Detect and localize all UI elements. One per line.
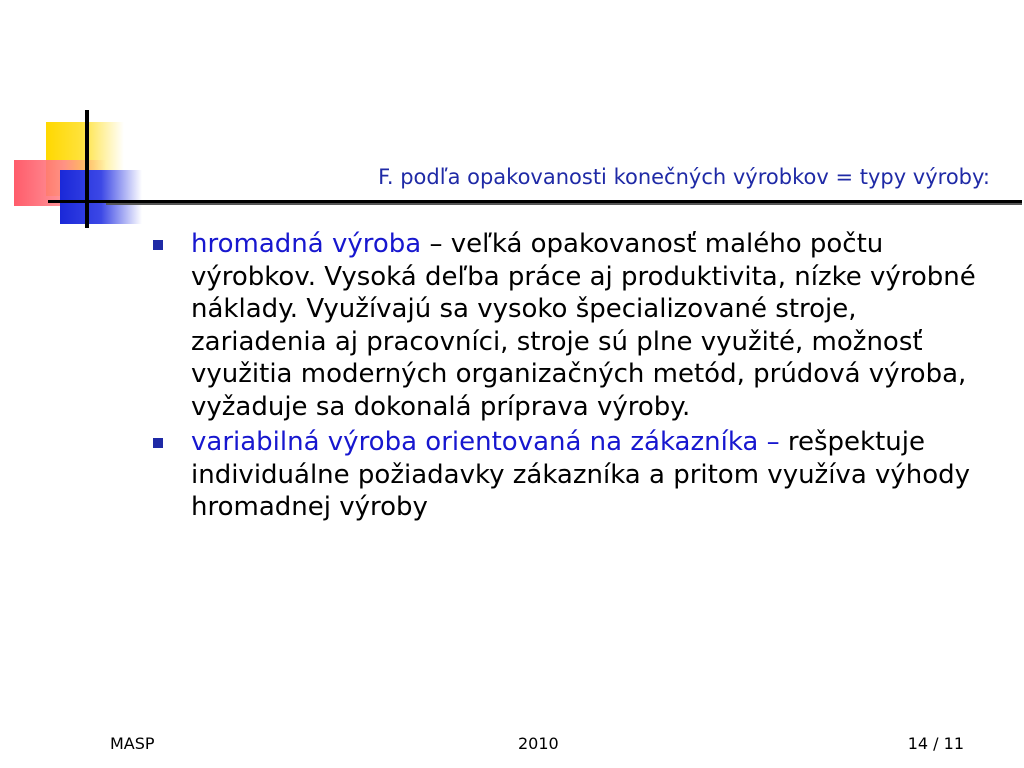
footer-year: 2010 xyxy=(518,734,559,753)
decorative-blue-square xyxy=(60,170,142,224)
footer-organization: MASP xyxy=(110,734,155,753)
bullet-description: rešpektuje individuálne požiadavky zákazníka a pritom využíva výhody hromadnej výroby xyxy=(191,427,971,522)
square-bullet-icon xyxy=(153,438,163,448)
square-bullet-icon xyxy=(153,240,163,250)
bullet-item-variable-production xyxy=(153,426,983,524)
slide-title: F. podľa opakovanosti konečných výrobkov = typy výroby: xyxy=(378,165,990,189)
bullet-list xyxy=(153,228,983,527)
bullet-description: – veľká opakovanosť malého počtu výrobkov. Vysoká deľba práce aj produktivita, nízke výrobné náklady. Využívajú sa vysoko špecializované stroje, zariadenia aj pracovníci, stroje sú plne využité, možnosť využitia moderných organizačných metód, prúdová výroba, vyžaduje sa dokonalá príprava výroby. xyxy=(191,229,976,422)
decorative-vertical-line xyxy=(85,110,89,228)
bullet-item-mass-production xyxy=(153,228,983,423)
bullet-term: variabilná výroba orientovaná na zákazníka – xyxy=(191,427,780,457)
bullet-term: hromadná výroba xyxy=(191,229,422,259)
title-underline-shadow xyxy=(106,203,1022,205)
footer-page-number: 14 / 11 xyxy=(907,734,964,753)
